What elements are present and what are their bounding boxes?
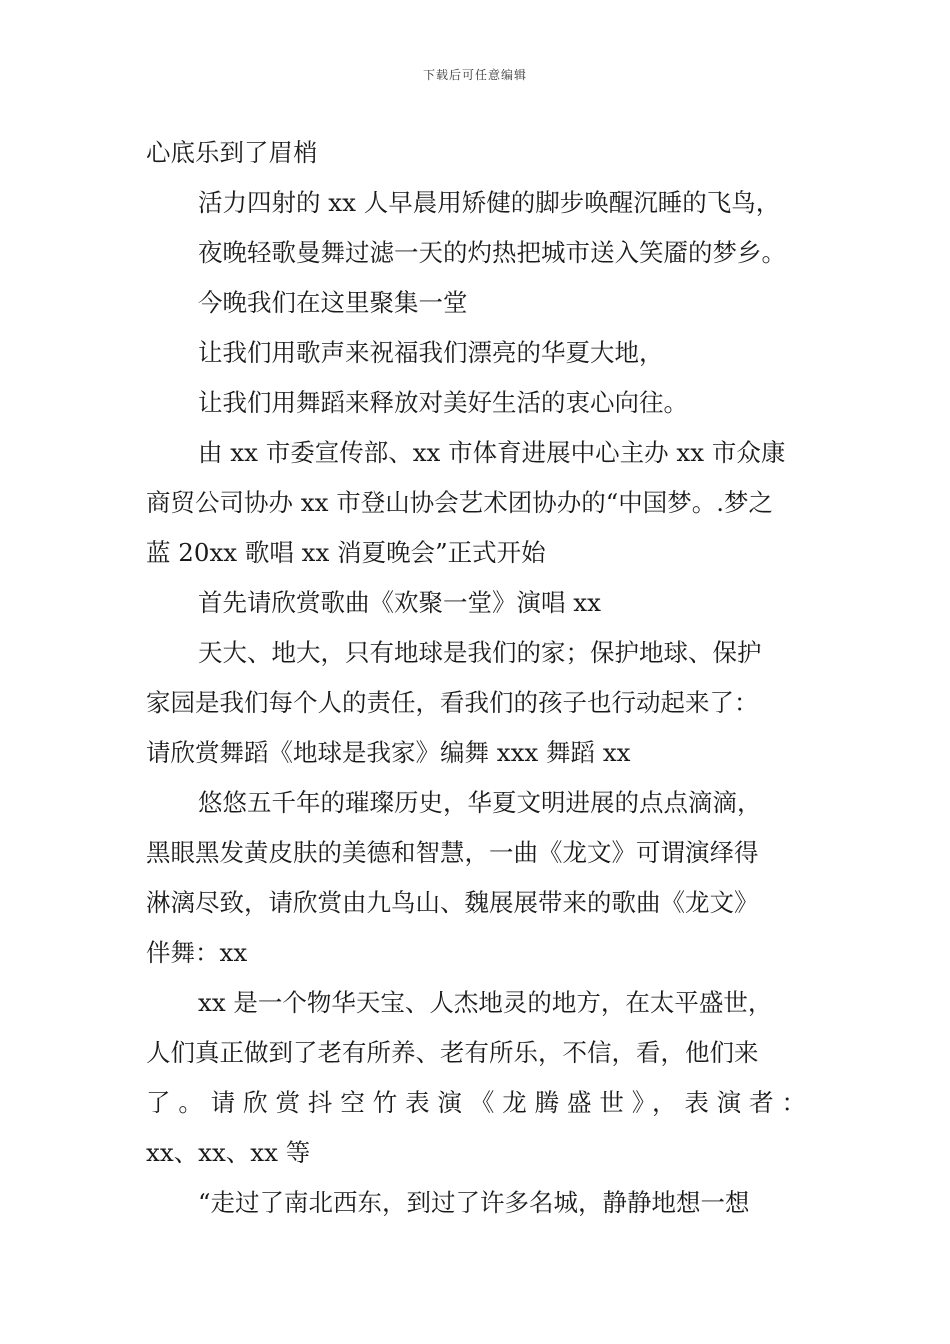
text-line: 夜晚轻歌曼舞过滤一天的灼热把城市送入笑靥的梦乡。 xyxy=(198,238,786,267)
text-line: 了。请欣赏抖空竹表演《龙腾盛世》，表演者： xyxy=(146,1088,806,1117)
text-line: xx、xx、xx 等 xyxy=(146,1138,311,1167)
text-line: 淋漓尽致，请欣赏由九鸟山、魏展展带来的歌曲《龙文》 xyxy=(146,888,759,917)
text-line: 人们真正做到了老有所养、老有所乐，不信，看，他们来 xyxy=(146,1038,759,1067)
text-line: 家园是我们每个人的责任，看我们的孩子也行动起来了： xyxy=(146,688,759,717)
text-line: 天大、地大，只有地球是我们的家；保护地球、保护 xyxy=(198,638,762,667)
text-line: 请欣赏舞蹈《地球是我家》编舞 xxx 舞蹈 xx xyxy=(146,738,631,767)
document-body xyxy=(146,128,806,1228)
text-line: 今晚我们在这里聚集一堂 xyxy=(198,288,468,317)
text-line: 让我们用歌声来祝福我们漂亮的华夏大地， xyxy=(198,338,664,367)
page-header: 下载后可任意编辑 xyxy=(422,68,527,82)
text-line: 心底乐到了眉梢 xyxy=(146,138,318,167)
text-line: 由 xx 市委宣传部、xx 市体育进展中心主办 xx 市众康 xyxy=(198,438,786,467)
text-line: 活力四射的 xx 人早晨用矫健的脚步唤醒沉睡的飞鸟， xyxy=(198,188,781,217)
text-line: 商贸公司协办 xx 市登山协会艺术团协办的“中国梦。.梦之 xyxy=(146,488,774,517)
text-line: 伴舞：xx xyxy=(146,938,248,967)
text-line: xx 是一个物华天宝、人杰地灵的地方，在太平盛世， xyxy=(198,988,773,1017)
text-line: 蓝 20xx 歌唱 xx 消夏晚会”正式开始 xyxy=(146,538,546,567)
text-line: “走过了南北西东，到过了许多名城，静静地想一想 xyxy=(198,1188,750,1217)
text-line: 首先请欣赏歌曲《欢聚一堂》演唱 xx xyxy=(198,588,601,617)
text-line: 悠悠五千年的璀璨历史，华夏文明进展的点点滴滴， xyxy=(198,788,762,817)
text-line: 让我们用舞蹈来释放对美好生活的衷心向往。 xyxy=(198,388,688,417)
text-line: 黑眼黑发黄皮肤的美德和智慧，一曲《龙文》可谓演绎得 xyxy=(146,838,759,867)
